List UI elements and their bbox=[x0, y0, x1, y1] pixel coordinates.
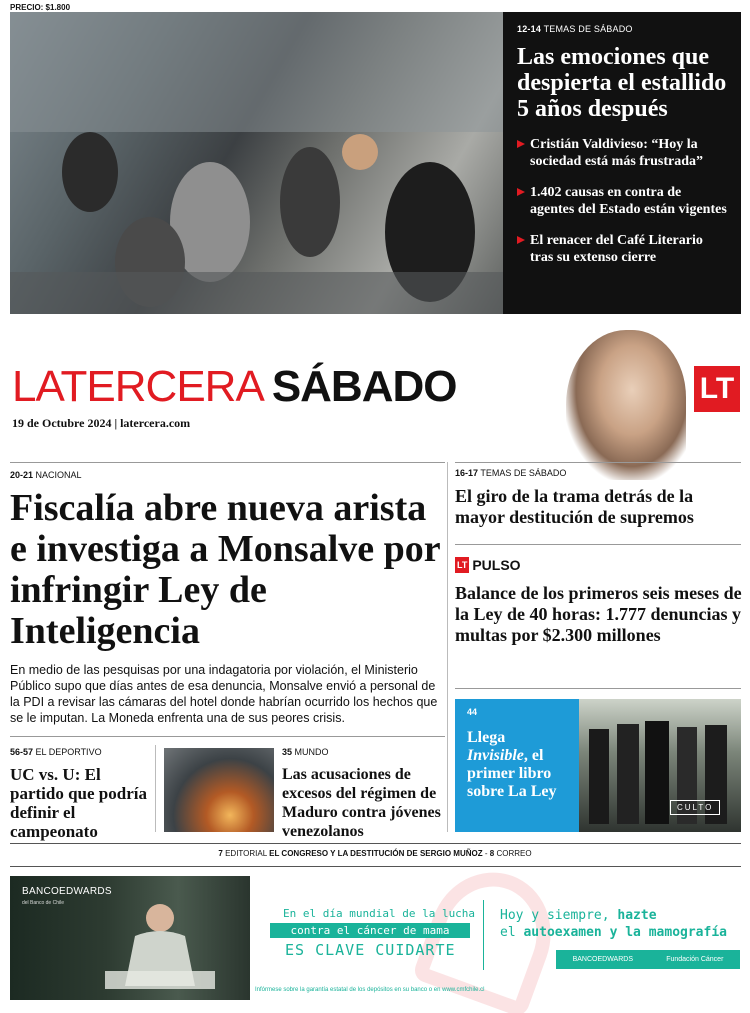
protest-scene-illustration bbox=[10, 12, 503, 314]
ad-right-line-1: Hoy y siempre, hazte bbox=[500, 908, 657, 923]
column-divider bbox=[447, 462, 448, 832]
triangle-bullet-icon bbox=[517, 188, 525, 196]
lt-logo: LT bbox=[694, 366, 740, 412]
sport-headline[interactable]: UC vs. U: El partido que podría definir el campeonato bbox=[10, 765, 147, 841]
ad-bar-bank: BANCOEDWARDS bbox=[572, 956, 634, 963]
divider bbox=[10, 736, 445, 737]
divider bbox=[455, 462, 741, 463]
ad-line-1: En el día mundial de la lucha bbox=[283, 907, 476, 920]
edition-date: 19 de Octubre 2024 | latercera.com bbox=[12, 416, 191, 430]
ad-bar-foundation: Fundación Cáncer bbox=[666, 956, 724, 963]
sport-kicker: 56-57 EL DEPORTIVO bbox=[10, 747, 102, 757]
top-headline[interactable]: Las emociones que despierta el estallido 5 años después bbox=[517, 44, 727, 122]
mundo-headline[interactable]: Las acusaciones de excesos del régimen de Maduro contra jóvenes venezolanos bbox=[282, 766, 441, 840]
ad-photo[interactable] bbox=[10, 876, 250, 1000]
ad-right-line-2: el autoexamen y la mamografía bbox=[500, 925, 727, 940]
ad-bank-logo: BANCOEDWARDS bbox=[22, 886, 112, 897]
main-body-text: En medio de las pesquisas por una indagatoria por violación, el Ministerio Público supo que días antes de esa denuncia, Monsalve envió a personal de la PDI a revisar las cámaras del hotel donde habrían ocurrido los hechos que se le imputan. La Moneda enfrenta una de sus peores crisis. bbox=[10, 663, 438, 725]
mundo-kicker: 35 MUNDO bbox=[282, 747, 329, 757]
top-kicker: 12-14 TEMAS DE SÁBADO bbox=[517, 24, 633, 34]
protest-photo[interactable] bbox=[10, 12, 503, 314]
main-kicker: 20-21 NACIONAL bbox=[10, 470, 82, 480]
price-label: PRECIO: $1.800 bbox=[10, 3, 71, 12]
masthead-edition: SÁBADO bbox=[271, 362, 457, 411]
triangle-bullet-icon bbox=[517, 236, 525, 244]
supremos-headline[interactable]: El giro de la trama detrás de la mayor destitución de supremos bbox=[455, 486, 694, 527]
editorial-strip[interactable]: 7 EDITORIAL EL CONGRESO Y LA DESTITUCIÓN DE SERGIO MUÑOZ - 8 CORREO bbox=[218, 849, 532, 858]
ad-line-3: ES CLAVE CUIDARTE bbox=[285, 941, 456, 959]
divider bbox=[455, 544, 741, 545]
main-headline[interactable]: Fiscalía abre nueva arista e investiga a Monsalve por infringir Ley de Inteligencia bbox=[10, 487, 440, 652]
divider bbox=[455, 688, 741, 689]
pulso-headline[interactable]: Balance de los primeros seis meses de la Ley de 40 horas: 1.777 denuncias y multas por $2.300 millones bbox=[455, 583, 742, 645]
culto-headline: Llega Invisible, el primer libro sobre La Ley bbox=[467, 729, 557, 800]
ad-sponsor-bar[interactable] bbox=[556, 950, 740, 969]
ad-line-2: contra el cáncer de mama bbox=[270, 923, 470, 938]
woman-reading-illustration bbox=[10, 876, 250, 1000]
culto-tag: CULTO bbox=[670, 800, 720, 815]
top-feature-panel bbox=[503, 12, 741, 314]
divider bbox=[10, 462, 445, 463]
culto-page-number: 44 bbox=[467, 707, 478, 717]
pulso-lt-badge: LT bbox=[455, 557, 469, 573]
divider bbox=[10, 843, 741, 844]
top-bullet-item[interactable]: Cristián Valdivieso: “Hoy la sociedad está más frustrada” bbox=[517, 136, 727, 170]
ad-footnote: Infórmese sobre la garantía estatal de los depósitos en su banco o en www.cmfchile.cl bbox=[255, 987, 485, 993]
right-kicker: 16-17 TEMAS DE SÁBADO bbox=[455, 468, 567, 478]
pulso-section-label: LT PULSO bbox=[457, 557, 521, 573]
column-divider bbox=[155, 745, 156, 832]
top-bullet-item[interactable]: 1.402 causas en contra de agentes del Estado están vigentes bbox=[517, 184, 727, 218]
top-bullet-item[interactable]: El renacer del Café Literario tras su extenso cierre bbox=[517, 232, 727, 266]
masthead-brand: LATERCERA bbox=[12, 362, 264, 411]
triangle-bullet-icon bbox=[517, 140, 525, 148]
divider bbox=[10, 866, 741, 867]
culto-teaser[interactable] bbox=[455, 699, 579, 832]
masthead[interactable] bbox=[12, 362, 457, 412]
ad-bank-sub: del Banco de Chile bbox=[22, 900, 64, 906]
riot-police-photo[interactable] bbox=[164, 748, 274, 832]
ad-divider bbox=[483, 900, 484, 970]
portrait-illustration[interactable] bbox=[566, 330, 686, 480]
